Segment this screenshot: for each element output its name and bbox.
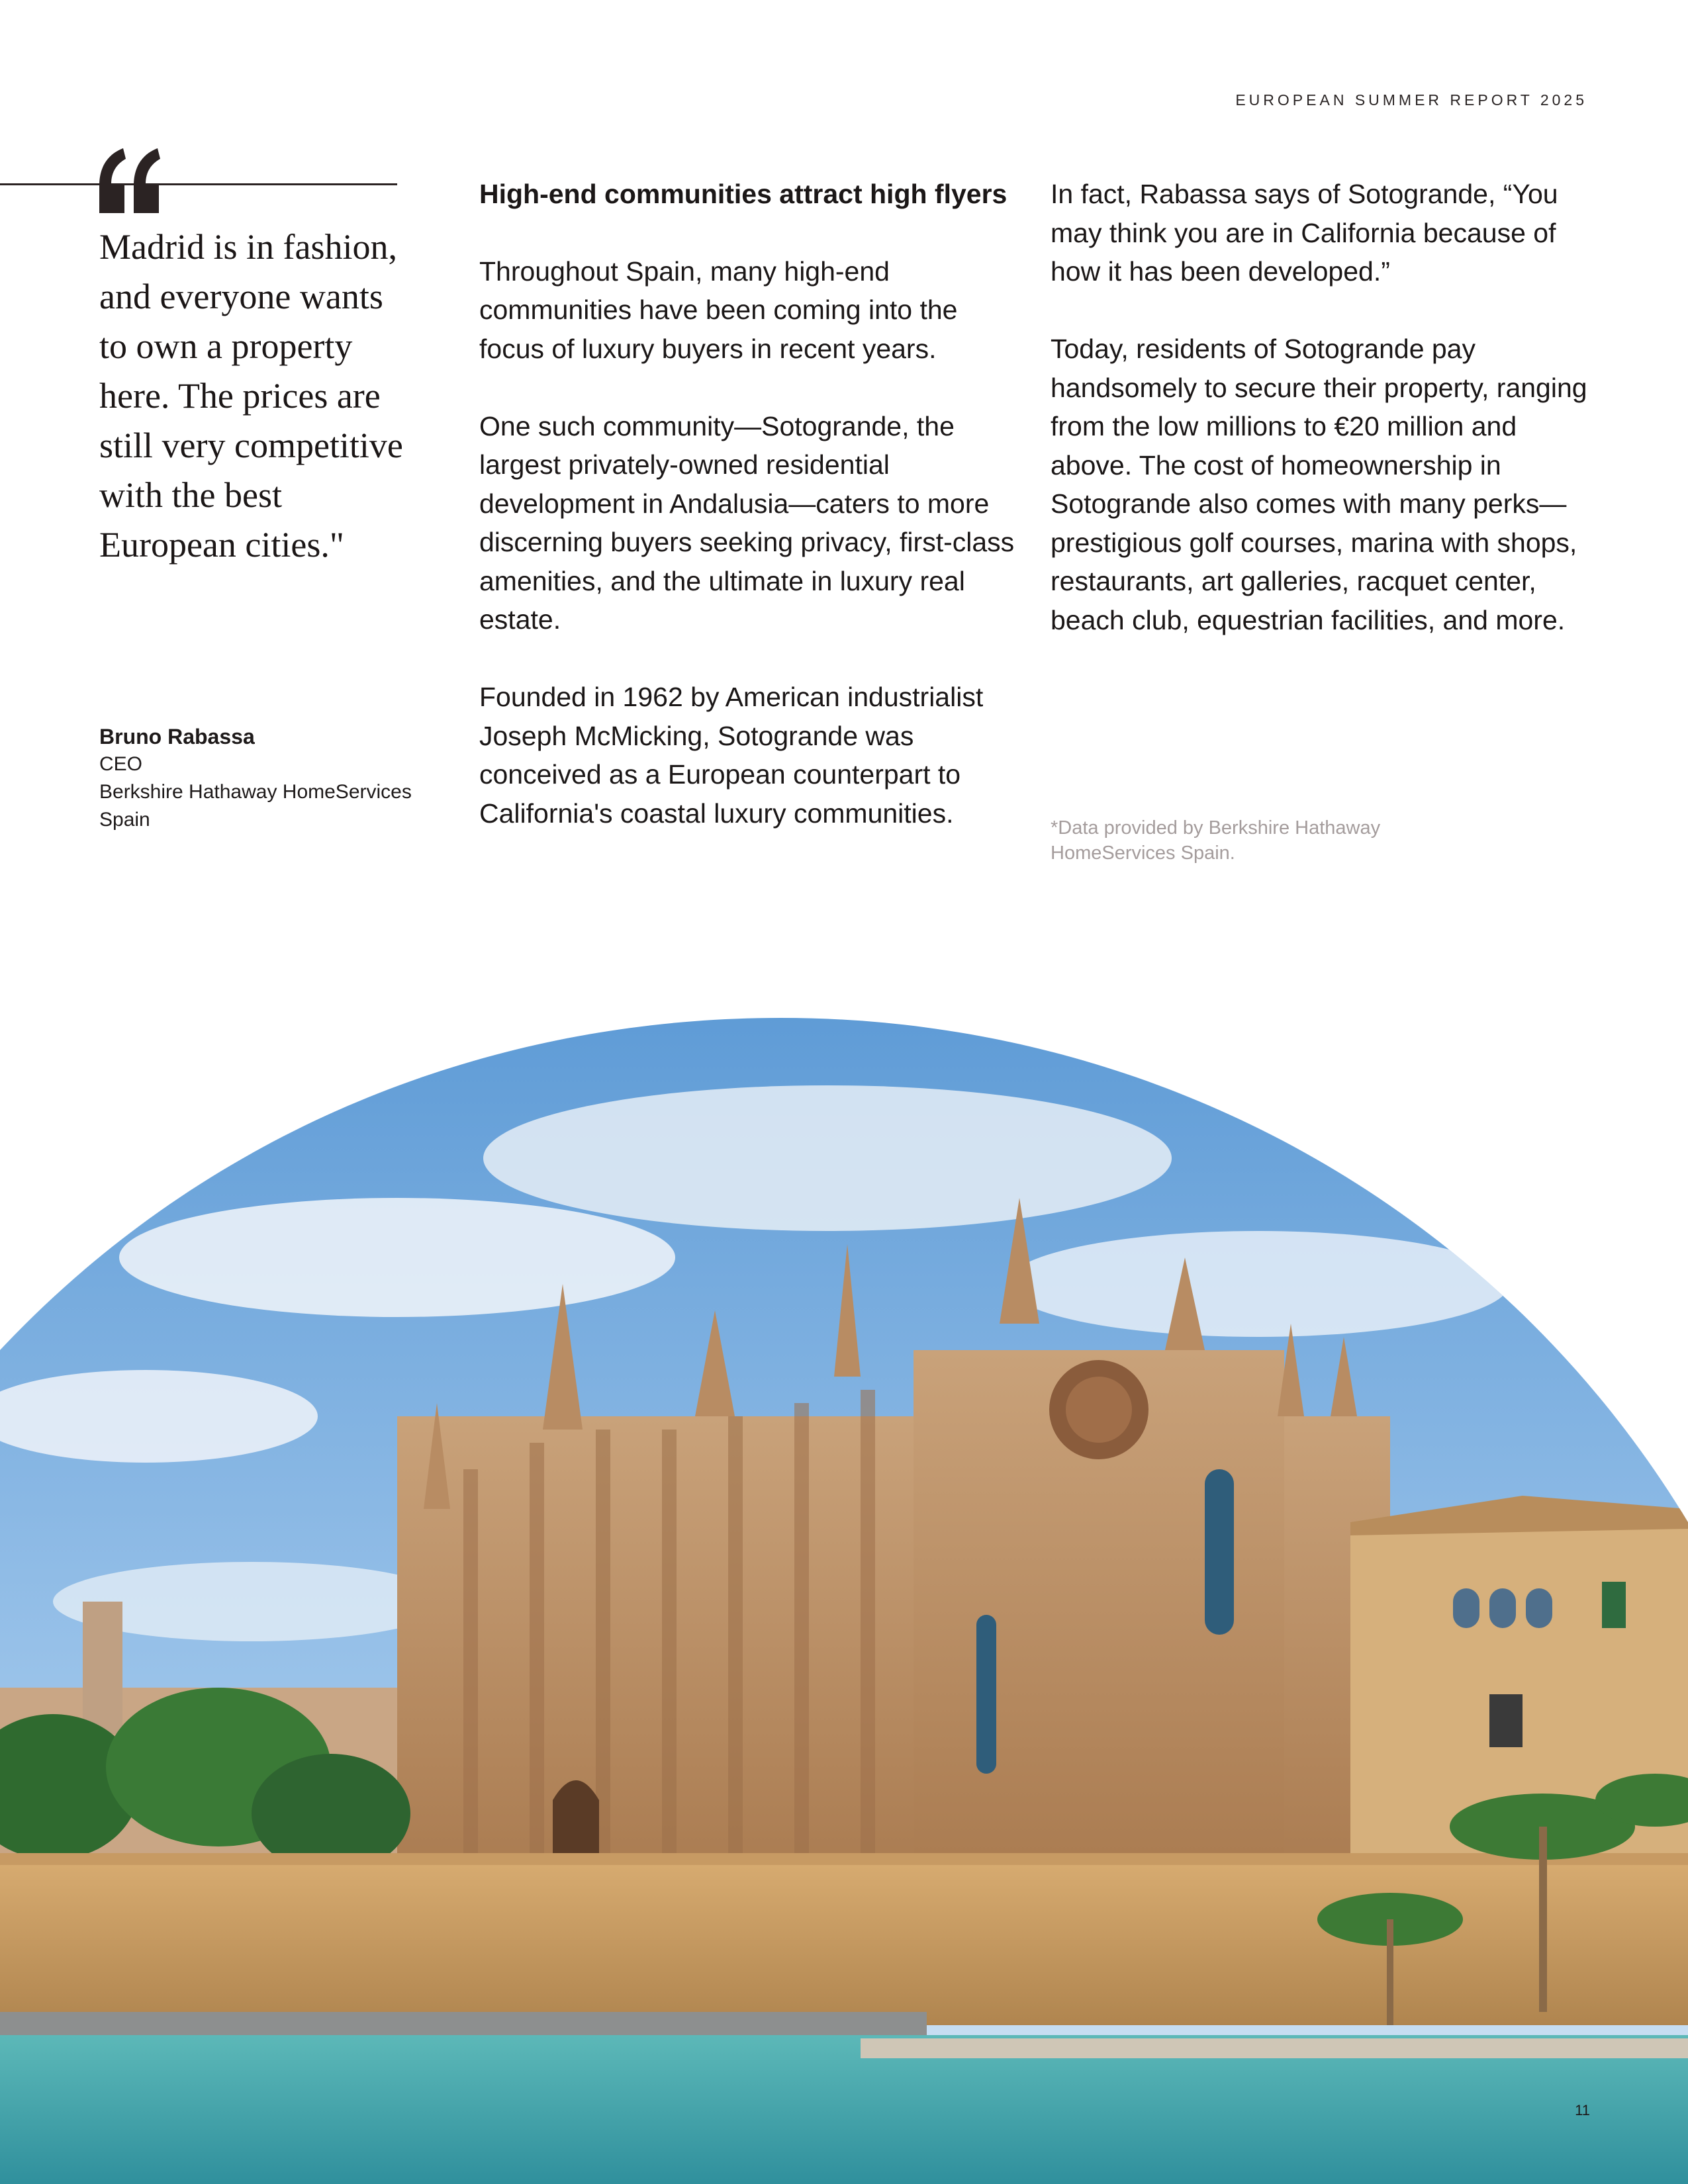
quote-attribution — [99, 723, 444, 834]
author-company: Berkshire Hathaway HomeServices — [99, 781, 412, 803]
author-region: Spain — [99, 809, 150, 831]
paragraph: Throughout Spain, many high-end communities have been coming into the focus of luxury buyers in recent years. — [479, 255, 958, 364]
paragraph: Founded in 1962 by American industrialist Joseph McMicking, Sotogrande was conceived as a European counterpart to California's coastal luxury communities. — [479, 682, 984, 829]
author-title: CEO — [99, 753, 143, 775]
paragraph: In fact, Rabassa says of Sotogrande, “You may think you are in California because of how it has been developed.” — [1051, 179, 1558, 287]
page-number: 11 — [1575, 2102, 1590, 2118]
article-column-1 — [479, 175, 1015, 872]
paragraph: Today, residents of Sotogrande pay handsomely to secure their property, ranging from the low millions to €20 million and above. The cost of homeownership in Sotogrande also comes with many perks—prestigious golf courses, marina with shops, restaurants, art galleries, racquet center, beach club, equestrian facilities, and more. — [1051, 334, 1587, 635]
author-name: Bruno Rabassa — [99, 725, 255, 749]
data-footnote: *Data provided by Berkshire Hathaway HomeServices Spain. — [1051, 817, 1381, 864]
pull-quote: Madrid is in fashion, and everyone wants to own a property here. The prices are still very competitive with the best European cities." — [99, 227, 403, 565]
quote-divider — [0, 183, 397, 185]
paragraph: One such community—Sotogrande, the largest privately-owned residential development in Andalusia—caters to more discerning buyers seeking privacy, first-class amenities, and the ultimate in luxury real estate. — [479, 410, 1015, 635]
article-column-2 — [1051, 175, 1600, 678]
quote-mark-icon — [97, 143, 160, 216]
section-heading: High-end communities attract high flyers — [479, 179, 1008, 209]
report-header: EUROPEAN SUMMER REPORT 2025 — [1235, 91, 1587, 109]
palma-cathedral-photo — [0, 1006, 1688, 2184]
